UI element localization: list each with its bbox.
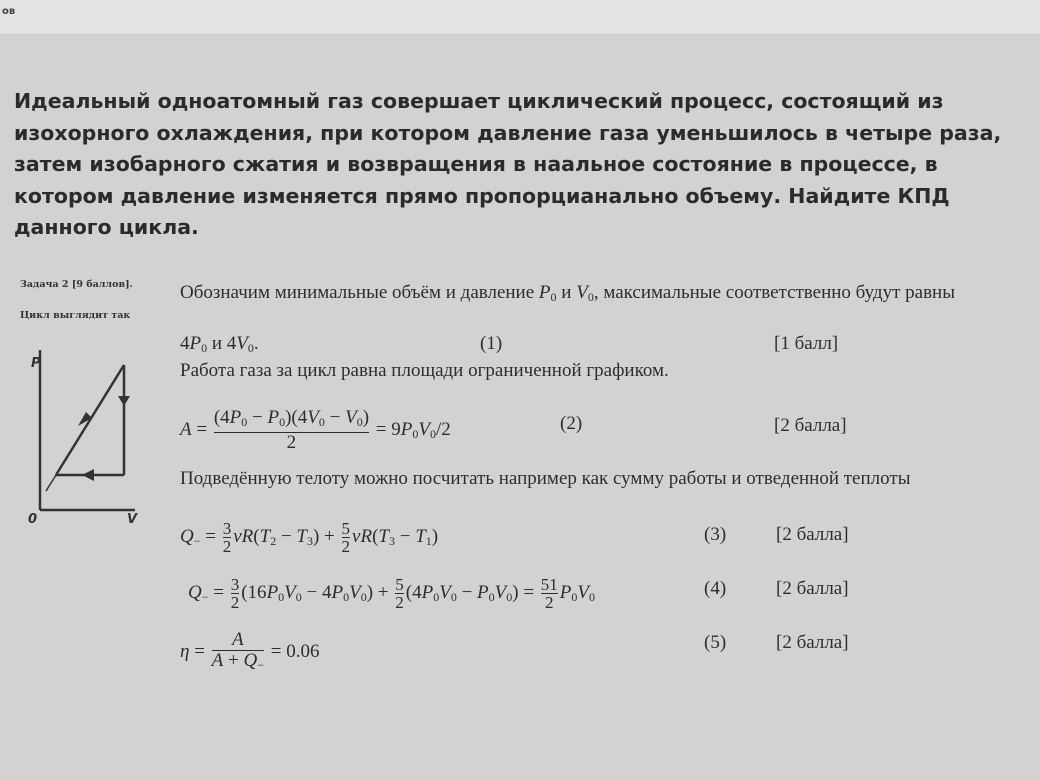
origin-label: 0 xyxy=(28,512,38,527)
problem-line: данного цикла. xyxy=(14,215,199,239)
arrow-up-icon xyxy=(78,412,92,426)
equation-number: (5) xyxy=(704,632,727,653)
x-axis-label: V xyxy=(127,512,138,527)
intro-text: Обозначим минимальные объём и давление xyxy=(180,282,535,303)
problem-line: затем изобарного сжатия и возвращения в наальное состояние в процессе, в xyxy=(14,152,938,176)
top-bar xyxy=(0,0,1040,35)
pv-diagram xyxy=(20,350,150,530)
y-axis-label: P xyxy=(31,356,41,371)
intro-tail: , максимальные соответственно будут равны xyxy=(593,282,955,303)
points-badge: [2 балла] xyxy=(774,415,847,436)
equation-number: (1) xyxy=(480,333,503,354)
points-badge: [2 балла] xyxy=(776,632,849,653)
extension-line xyxy=(46,475,56,491)
task-label: Задача 2 [9 баллов]. xyxy=(20,279,133,290)
arrow-left-icon xyxy=(82,469,94,481)
equation-number: (4) xyxy=(704,578,727,599)
efficiency-formula: η = $\frac{A}{A + Q_-}$ = 0.06 xyxy=(180,630,319,675)
heat-text: Подведённую телоту можно посчитать например как сумму работы и отведенной теплоты xyxy=(180,468,911,489)
cycle-label: Цикл выглядит так xyxy=(20,310,131,321)
work-formula: A = $\frac{(4P_0 - P_0)(4V_0 - V_0)}{2}$ = $9P_0V_0/2$ xyxy=(180,407,451,453)
max-values-line: $4P_0$ и $4V_0$. xyxy=(180,333,259,355)
arrow-down-icon xyxy=(118,396,130,406)
proportional-process-line xyxy=(56,365,124,475)
work-fraction: $\frac{(4P_0 - P_0)(4V_0 - V_0)}{2}$ xyxy=(213,407,370,453)
intro-line: Обозначим минимальные объём и давление $P_0$ и $V_0$, максимальные соответственно будут равны xyxy=(180,282,955,304)
problem-statement xyxy=(14,86,1024,244)
problem-line: изохорного охлаждения, при котором давление газа уменьшилось в четыре раза, xyxy=(14,120,1002,145)
efficiency-fraction: $\frac{A}{A + Q_-}$ xyxy=(212,630,264,675)
pv-diagram-svg xyxy=(20,350,150,525)
work-text: Работа газа за цикл равна площади ограниченной графиком. xyxy=(180,360,669,381)
max-and: и xyxy=(211,333,223,354)
heat-formula-1: $Q_-$ = $\frac{3}{2}$ $\nu R(T_2 - T_3)$ + $\frac{5}{2}$ $\nu R(T_3 - T_1)$ xyxy=(180,519,439,556)
equation-number: (3) xyxy=(704,524,727,545)
intro-and: и xyxy=(561,282,572,303)
efficiency-result: = 0.06 xyxy=(270,640,320,662)
equation-number: (2) xyxy=(560,413,583,434)
problem-line: котором давление изменяется прямо пропорцианально объему. Найдите КПД xyxy=(14,183,950,208)
points-badge: [2 балла] xyxy=(776,578,849,599)
points-badge: [1 балл] xyxy=(774,333,839,354)
problem-line: Идеальный одноатомный газ совершает циклический процесс, состоящий из xyxy=(14,89,944,113)
points-badge: [2 балла] xyxy=(776,524,849,545)
top-bar-label: ов xyxy=(2,6,16,17)
heat-formula-2: $Q_-$ = $\frac{3}{2}$ $(16P_0V_0 - 4P_0V_0)$ + $\frac{5}{2}$ $(4P_0V_0 - P_0V_0)$ = $\frac{51}{2}$ $P_0V_0$ xyxy=(188,575,596,612)
